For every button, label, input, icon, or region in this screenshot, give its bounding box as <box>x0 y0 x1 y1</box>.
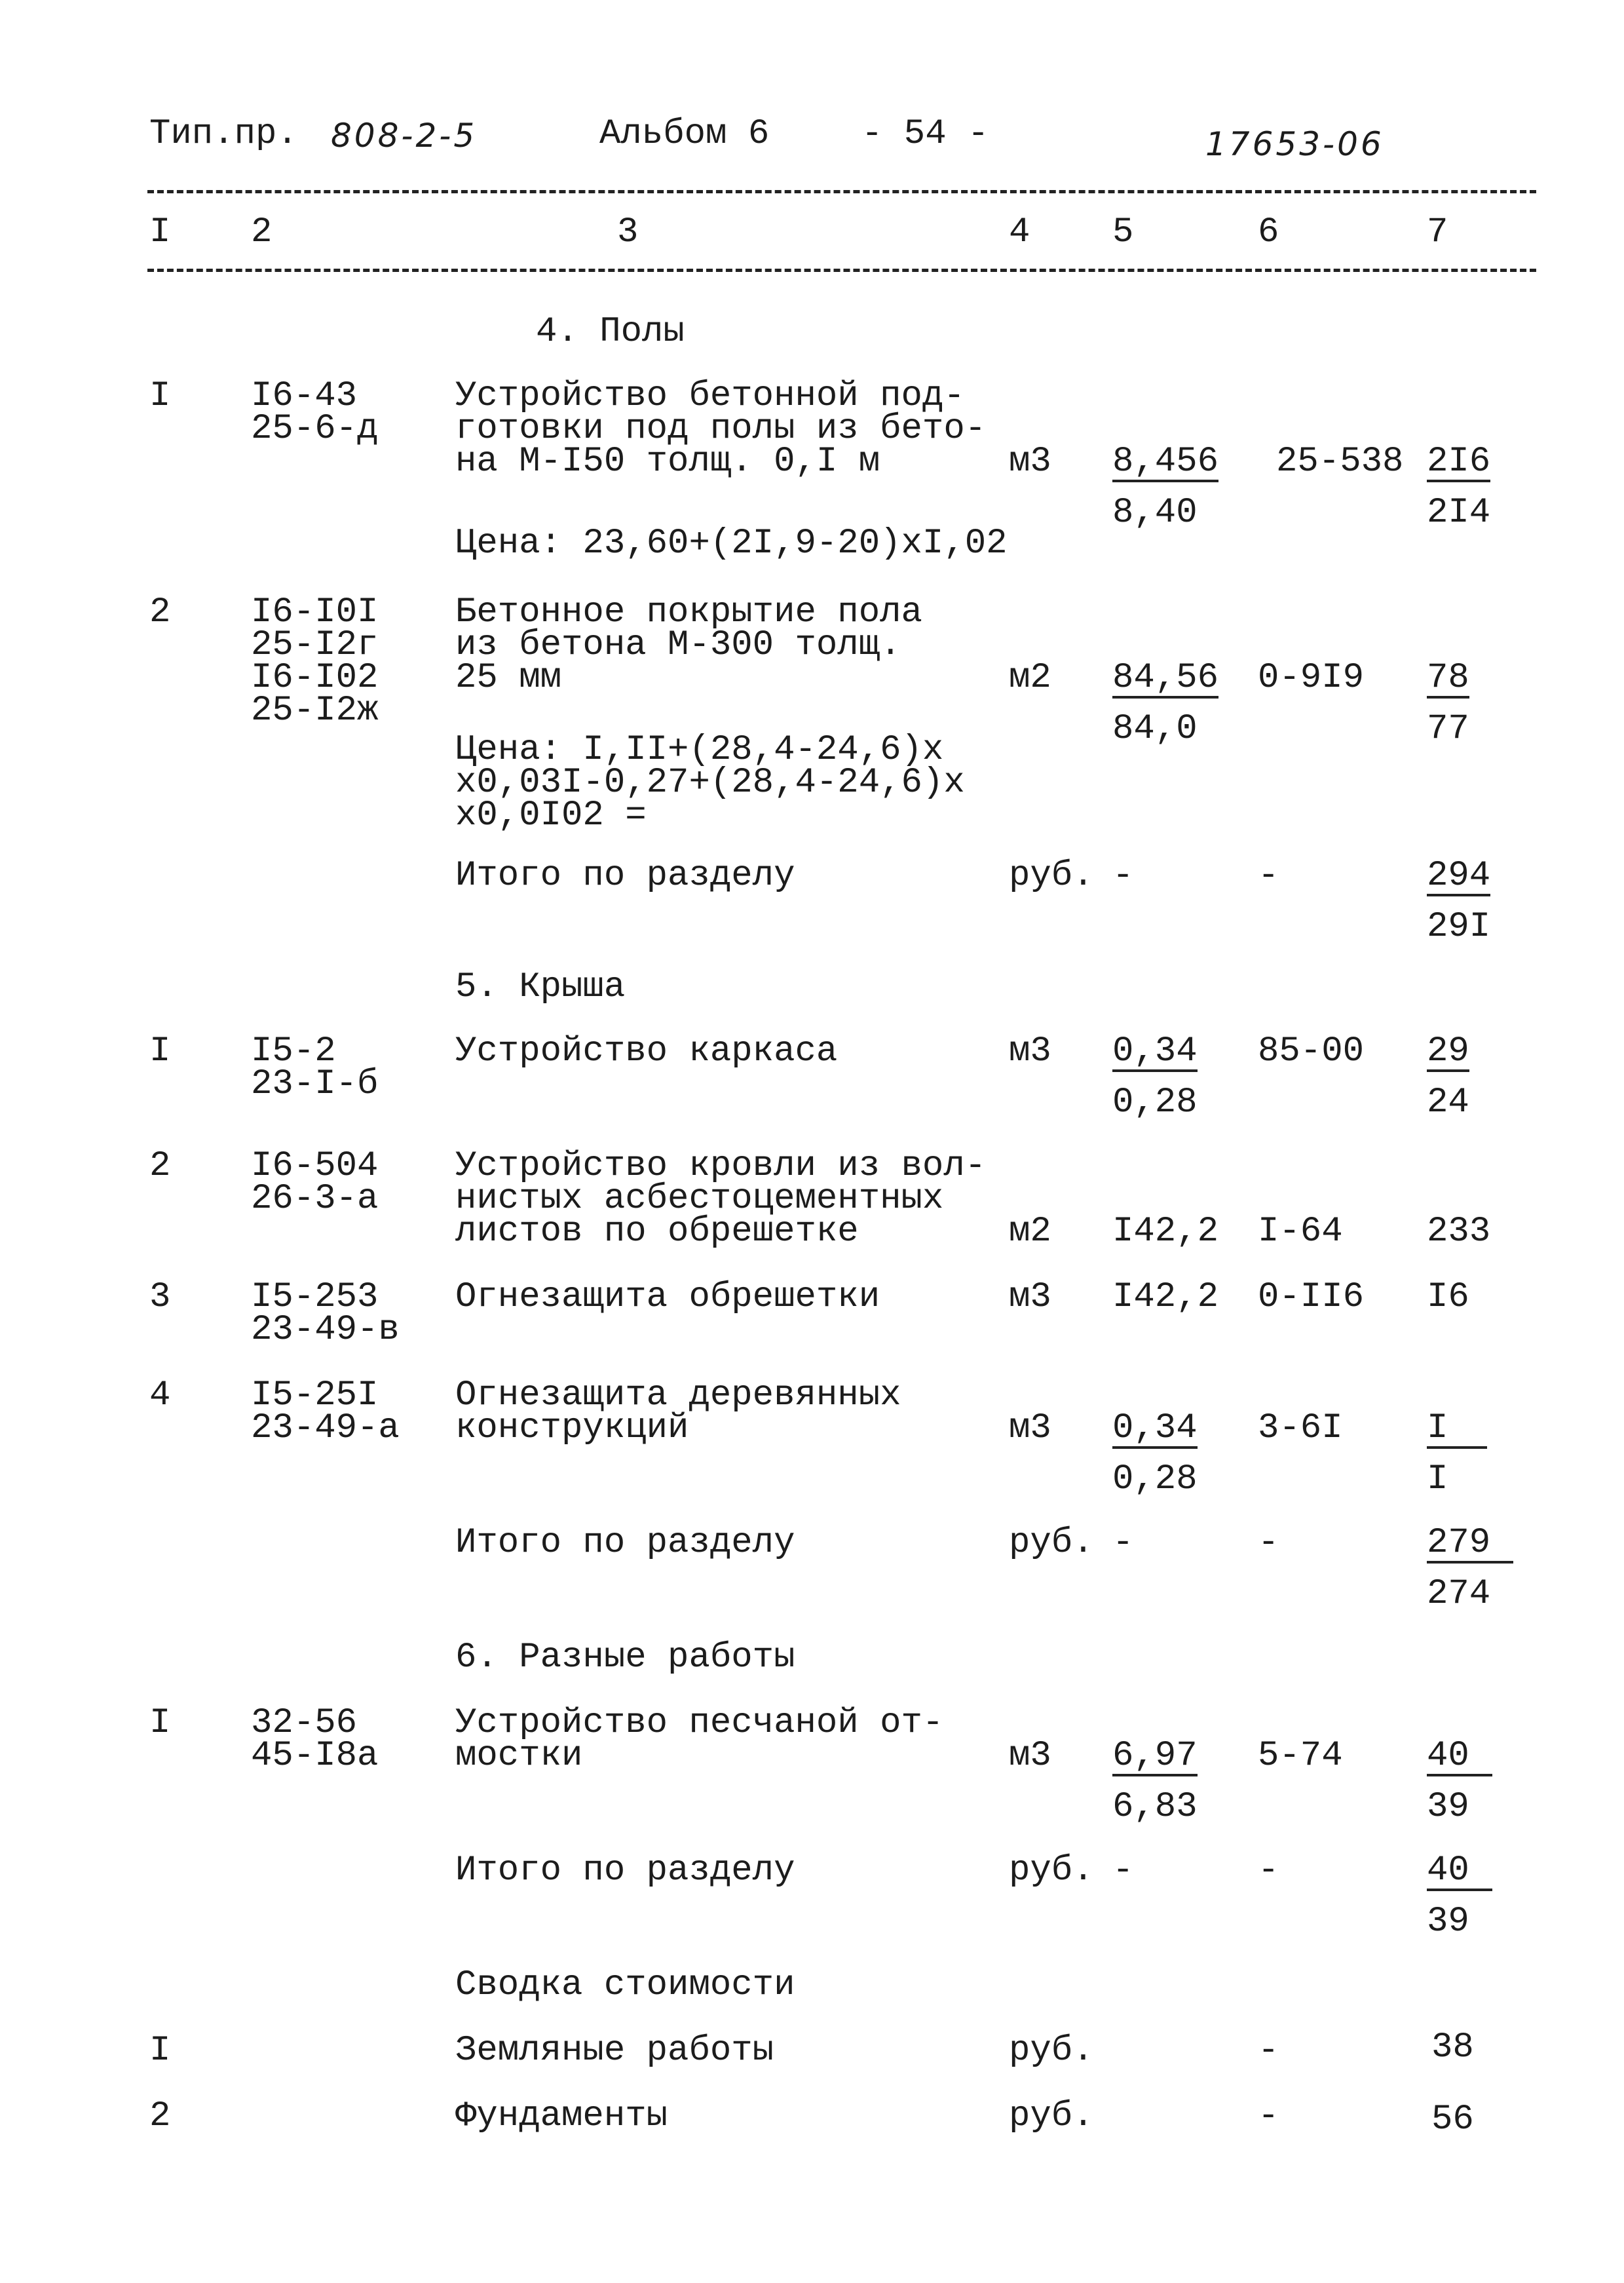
row-code: I6-43 <box>251 376 358 416</box>
cost-design: 2I6 <box>1427 442 1491 482</box>
row-description: Устройство бетонной под- <box>455 376 965 416</box>
album-label: Альбом 6 <box>599 114 770 154</box>
row-rate: I-64 <box>1258 1212 1343 1252</box>
quantity-actual: 8,40 <box>1112 493 1198 533</box>
row-quantity <box>1112 1736 1198 1827</box>
row-quantity: I42,2 <box>1112 1277 1219 1317</box>
row-code: I5-253 <box>251 1277 379 1317</box>
section-total-rate: - <box>1258 1523 1279 1563</box>
row-code: I5-2 <box>251 1031 336 1071</box>
row-rate: 3-6I <box>1258 1408 1343 1448</box>
cost-design: 29 <box>1427 1031 1469 1071</box>
section-total-cost <box>1427 856 1491 947</box>
row-description: мостки <box>455 1736 583 1776</box>
row-code: 45-I8а <box>251 1736 379 1776</box>
row-number: I <box>149 1031 171 1071</box>
column-header-2: 2 <box>251 212 273 252</box>
section-total-qty: - <box>1112 856 1134 896</box>
quantity-design: 8,456 <box>1112 442 1219 482</box>
section-title: 4. Полы <box>536 312 685 352</box>
row-description: конструкций <box>455 1408 689 1448</box>
cost-actual: 77 <box>1427 709 1469 749</box>
row-description: Устройство песчаной от- <box>455 1703 944 1743</box>
row-code: 23-49-а <box>251 1408 400 1448</box>
quantity-design: 0,34 <box>1112 1408 1198 1448</box>
row-description: нистых асбестоцементных <box>455 1179 944 1219</box>
row-unit: м2 <box>1009 658 1051 698</box>
section-title: 6. Разные работы <box>455 1638 795 1678</box>
row-rate: 5-74 <box>1258 1736 1343 1776</box>
summary-row-rate: - <box>1258 2031 1279 2071</box>
price-note: Цена: 23,60+(2I,9-20)xI,02 <box>455 524 1008 564</box>
quantity-actual: 0,28 <box>1112 1083 1198 1122</box>
row-description: Огнезащита обрешетки <box>455 1277 880 1317</box>
section-total-rate: - <box>1258 1851 1279 1890</box>
row-code: 25-I2ж <box>251 691 379 731</box>
row-description: листов по обрешетке <box>455 1212 859 1252</box>
row-number: I <box>149 1703 171 1743</box>
section-title: 5. Крыша <box>455 967 626 1007</box>
row-unit: м2 <box>1009 1212 1051 1252</box>
row-cost <box>1427 1031 1469 1122</box>
row-quantity: I42,2 <box>1112 1212 1219 1252</box>
row-cost <box>1427 1736 1492 1827</box>
row-unit: м3 <box>1009 1408 1051 1448</box>
row-description: Бетонное покрытие пола <box>455 592 922 632</box>
row-number: I <box>149 376 171 416</box>
summary-row-number: I <box>149 2031 171 2071</box>
cost-design: 294 <box>1427 856 1491 896</box>
cost-actual: 2I4 <box>1427 493 1491 533</box>
section-total-unit: руб. <box>1009 1851 1094 1890</box>
row-number: 2 <box>149 1146 171 1186</box>
document-number: 17653-06 <box>1205 125 1384 163</box>
quantity-actual: 0,28 <box>1112 1459 1198 1499</box>
cost-actual: 29I <box>1427 907 1491 947</box>
summary-row-number: 2 <box>149 2096 171 2136</box>
cost-actual: 274 <box>1427 1574 1491 1614</box>
row-unit: м3 <box>1009 1031 1051 1071</box>
row-cost: 233 <box>1427 1212 1491 1252</box>
header-divider-top <box>147 190 1536 193</box>
row-description: на М-I50 толщ. 0,I м <box>455 442 880 482</box>
row-code: 32-56 <box>251 1703 358 1743</box>
header-divider-bottom <box>147 269 1536 272</box>
type-label: Тип.пр. <box>149 114 298 154</box>
row-quantity <box>1112 442 1219 533</box>
price-note: x0,0I02 = <box>455 796 647 835</box>
row-code: 23-49-в <box>251 1310 400 1350</box>
section-total-qty: - <box>1112 1523 1134 1563</box>
row-description: из бетона М-300 толщ. <box>455 625 901 665</box>
quantity-design: 6,97 <box>1112 1736 1198 1776</box>
summary-row-label: Фундаменты <box>455 2096 668 2136</box>
row-description: готовки под полы из бето- <box>455 409 987 449</box>
section-total-label: Итого по разделу <box>455 1851 795 1890</box>
column-header-4: 4 <box>1009 212 1030 252</box>
section-total-rate: - <box>1258 856 1279 896</box>
row-code: I5-25I <box>251 1375 379 1415</box>
row-quantity <box>1112 658 1219 749</box>
quantity-design: 84,56 <box>1112 658 1219 698</box>
quantity-design: 0,34 <box>1112 1031 1198 1071</box>
cost-actual: 24 <box>1427 1083 1469 1122</box>
row-code: I6-504 <box>251 1146 379 1186</box>
row-cost <box>1427 1408 1487 1499</box>
section-total-cost <box>1427 1523 1513 1614</box>
row-cost: I6 <box>1427 1277 1469 1317</box>
page-number: - 54 - <box>861 114 989 154</box>
summary-row-unit: руб. <box>1009 2096 1094 2136</box>
row-rate: 0-9I9 <box>1258 658 1365 698</box>
row-code: 26-3-а <box>251 1179 379 1219</box>
summary-row-unit: руб. <box>1009 2031 1094 2071</box>
cost-actual: 39 <box>1427 1902 1469 1942</box>
row-number: 4 <box>149 1375 171 1415</box>
row-description: Огнезащита деревянных <box>455 1375 901 1415</box>
quantity-actual: 84,0 <box>1112 709 1198 749</box>
column-header-3: 3 <box>617 212 639 252</box>
summary-row-cost: 56 <box>1431 2100 1474 2139</box>
quantity-actual: 6,83 <box>1112 1787 1198 1827</box>
section-total-label: Итого по разделу <box>455 856 795 896</box>
row-cost <box>1427 442 1491 533</box>
price-note: x0,03I-0,27+(28,4-24,6)x <box>455 763 965 803</box>
summary-row-label: Земляные работы <box>455 2031 774 2071</box>
price-note: Цена: I,II+(28,4-24,6)x <box>455 730 944 770</box>
section-total-unit: руб. <box>1009 1523 1094 1563</box>
cost-design: 40 <box>1427 1854 1492 1891</box>
section-total-cost <box>1427 1851 1492 1942</box>
row-unit: м3 <box>1009 1277 1051 1317</box>
summary-title: Сводка стоимости <box>455 1965 795 2005</box>
row-code: 25-I2г <box>251 625 379 665</box>
section-total-label: Итого по разделу <box>455 1523 795 1563</box>
row-unit: м3 <box>1009 1736 1051 1776</box>
row-cost <box>1427 658 1469 749</box>
column-header-5: 5 <box>1112 212 1134 252</box>
row-rate: 25-538 <box>1276 442 1404 482</box>
column-header-1: I <box>149 212 171 252</box>
row-description: 25 мм <box>455 658 562 698</box>
row-quantity <box>1112 1408 1198 1499</box>
cost-design: 279 <box>1427 1527 1513 1564</box>
row-quantity <box>1112 1031 1198 1122</box>
cost-actual: I <box>1427 1459 1448 1499</box>
cost-design: I <box>1427 1412 1487 1449</box>
column-header-7: 7 <box>1427 212 1448 252</box>
row-code: I6-I0I <box>251 592 379 632</box>
row-rate: 85-00 <box>1258 1031 1365 1071</box>
section-total-qty: - <box>1112 1851 1134 1890</box>
project-code: 808-2-5 <box>331 117 478 155</box>
summary-row-cost: 38 <box>1431 2027 1474 2067</box>
row-unit: м3 <box>1009 442 1051 482</box>
cost-actual: 39 <box>1427 1787 1469 1827</box>
row-description: Устройство кровли из вол- <box>455 1146 987 1186</box>
cost-design: 78 <box>1427 658 1469 698</box>
row-description: Устройство каркаса <box>455 1031 838 1071</box>
row-code: 23-I-б <box>251 1064 379 1104</box>
row-code: I6-I02 <box>251 658 379 698</box>
row-rate: 0-II6 <box>1258 1277 1365 1317</box>
row-number: 2 <box>149 592 171 632</box>
row-code: 25-6-д <box>251 409 379 449</box>
row-number: 3 <box>149 1277 171 1317</box>
summary-row-rate: - <box>1258 2096 1279 2136</box>
column-header-6: 6 <box>1258 212 1279 252</box>
section-total-unit: руб. <box>1009 856 1094 896</box>
cost-design: 40 <box>1427 1740 1492 1776</box>
